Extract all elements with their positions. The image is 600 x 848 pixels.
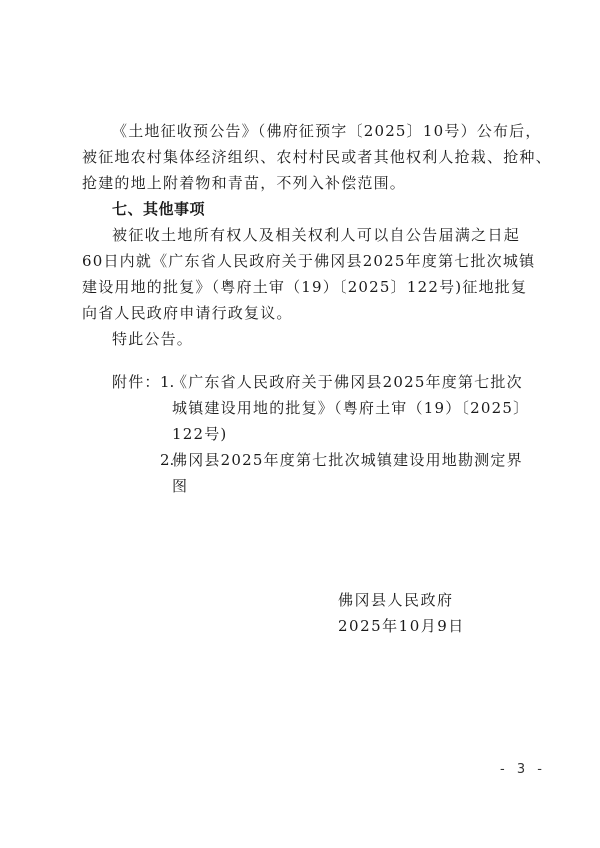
section-heading: 七、其他事项	[112, 200, 206, 218]
paragraph-line: 抢建的地上附着物和青苗，不列入补偿范围。	[82, 174, 407, 192]
issue-date: 2025年10月9日	[338, 617, 465, 635]
paragraph-line: 被征收土地所有权人及相关权利人可以自公告届满之日起	[112, 226, 520, 244]
attachment-line: 佛冈县2025年度第七批次城镇建设用地勘测定界	[172, 451, 523, 469]
attachment-line: 《广东省人民政府关于佛冈县2025年度第七批次	[172, 373, 523, 391]
paragraph-line: 60日内就《广东省人民政府关于佛冈县2025年度第七批次城镇	[82, 252, 536, 270]
issuer-name: 佛冈县人民政府	[338, 591, 454, 609]
paragraph-line: 《土地征收预公告》（佛府征预字〔2025〕10号）公布后，	[112, 122, 542, 140]
attachment-line: 城镇建设用地的批复》（粤府土审（19）〔2025〕	[172, 399, 530, 417]
paragraph-line: 向省人民政府申请行政复议。	[82, 304, 293, 322]
attachment-line: 图	[172, 477, 189, 495]
attachment-line: 122号)	[172, 425, 228, 443]
page-number: - 3 -	[500, 762, 546, 777]
paragraph-line: 建设用地的批复》（粤府土审（19）〔2025〕122号)征地批复	[82, 278, 528, 296]
attachment-number: 2.	[160, 451, 175, 469]
attachments-label: 附件：	[112, 373, 161, 391]
closing-text: 特此公告。	[112, 330, 194, 348]
attachment-number: 1.	[160, 373, 175, 391]
paragraph-line: 被征地农村集体经济组织、农村村民或者其他权利人抢栽、抢种、	[82, 148, 552, 166]
